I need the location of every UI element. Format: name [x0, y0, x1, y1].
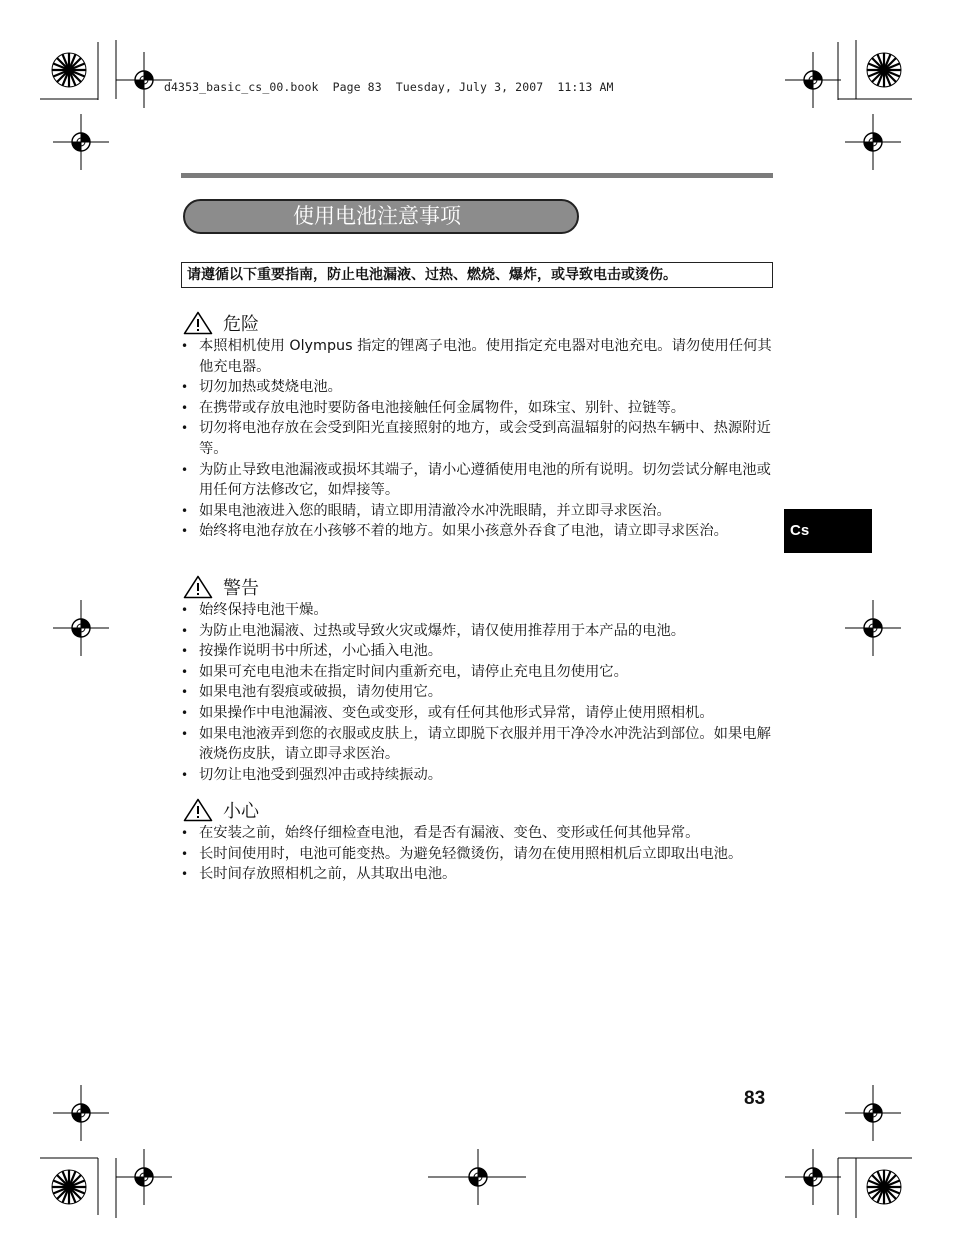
- list-item: • 本照相机使用 Olympus 指定的锂离子电池。使用指定充电器对电池充电。请勿使用任何其他充电器。: [181, 336, 773, 377]
- list-item: • 在携带或存放电池时要防备电池接触任何金属物件，如珠宝、别针、拉链等。: [181, 398, 773, 419]
- list-item: • 为防止导致电池漏液或损坏其端子，请小心遵循使用电池的所有说明。切勿尝试分解电池或用任何方法修改它，如焊接等。: [181, 460, 773, 501]
- list-item: • 按操作说明书中所述，小心插入电池。: [181, 641, 773, 662]
- warning-triangle-icon: [183, 311, 213, 335]
- list-item: • 如果电池有裂痕或破损，请勿使用它。: [181, 682, 773, 703]
- warning-triangle-icon: [183, 798, 213, 822]
- caution-list: [181, 823, 781, 885]
- list-item: • 切勿加热或焚烧电池。: [181, 377, 773, 398]
- section-heading: [181, 310, 781, 336]
- list-item: • 始终将电池存放在小孩够不着的地方。如果小孩意外吞食了电池，请立即寻求医治。: [181, 521, 773, 542]
- list-item: • 长时间使用时，电池可能变热。为避免轻微烫伤，请勿在使用照相机后立即取出电池。: [181, 844, 773, 865]
- print-header: d4353_basic_cs_00.book Page 83 Tuesday, July 3, 2007 11:13 AM: [164, 80, 614, 94]
- page-number: 83: [744, 1088, 766, 1109]
- list-item: • 长时间存放照相机之前，从其取出电池。: [181, 864, 773, 885]
- section-heading: [181, 574, 781, 600]
- top-rule: [181, 173, 773, 178]
- list-item: • 如果可充电电池未在指定时间内重新充电，请停止充电且勿使用它。: [181, 662, 773, 683]
- list-item: • 切勿让电池受到强烈冲击或持续振动。: [181, 765, 773, 786]
- page-title: 使用电池注意事项: [183, 199, 579, 234]
- section-heading: [181, 797, 781, 823]
- list-item: • 如果电池液弄到您的衣服或皮肤上，请立即脱下衣服并用干净冷水冲洗沾到部位。如果电解液烧伤皮肤，请立即寻求医治。: [181, 724, 773, 765]
- intro-notice: 请遵循以下重要指南，防止电池漏液、过热、燃烧、爆炸，或导致电击或烫伤。: [181, 262, 773, 288]
- list-item: • 切勿将电池存放在会受到阳光直接照射的地方，或会受到高温辐射的闷热车辆中、热源附近等。: [181, 418, 773, 459]
- section-warning: [181, 574, 781, 785]
- warning-triangle-icon: [183, 575, 213, 599]
- section-heading-text: 小心: [223, 801, 259, 822]
- warning-list: [181, 600, 781, 785]
- list-item: • 为防止电池漏液、过热或导致火灾或爆炸，请仅使用推荐用于本产品的电池。: [181, 621, 773, 642]
- section-heading-text: 警告: [223, 578, 259, 599]
- section-caution: [181, 797, 781, 885]
- section-danger: [181, 310, 781, 542]
- list-item: • 如果电池液进入您的眼睛，请立即用清澈冷水冲洗眼睛，并立即寻求医治。: [181, 501, 773, 522]
- list-item: • 如果操作中电池漏液、变色或变形，或有任何其他形式异常，请停止使用照相机。: [181, 703, 773, 724]
- section-heading-text: 危险: [223, 314, 259, 335]
- danger-list: [181, 336, 781, 542]
- list-item: • 始终保持电池干燥。: [181, 600, 773, 621]
- language-tab: Cs: [784, 509, 872, 553]
- list-item: • 在安装之前，始终仔细检查电池，看是否有漏液、变色、变形或任何其他异常。: [181, 823, 773, 844]
